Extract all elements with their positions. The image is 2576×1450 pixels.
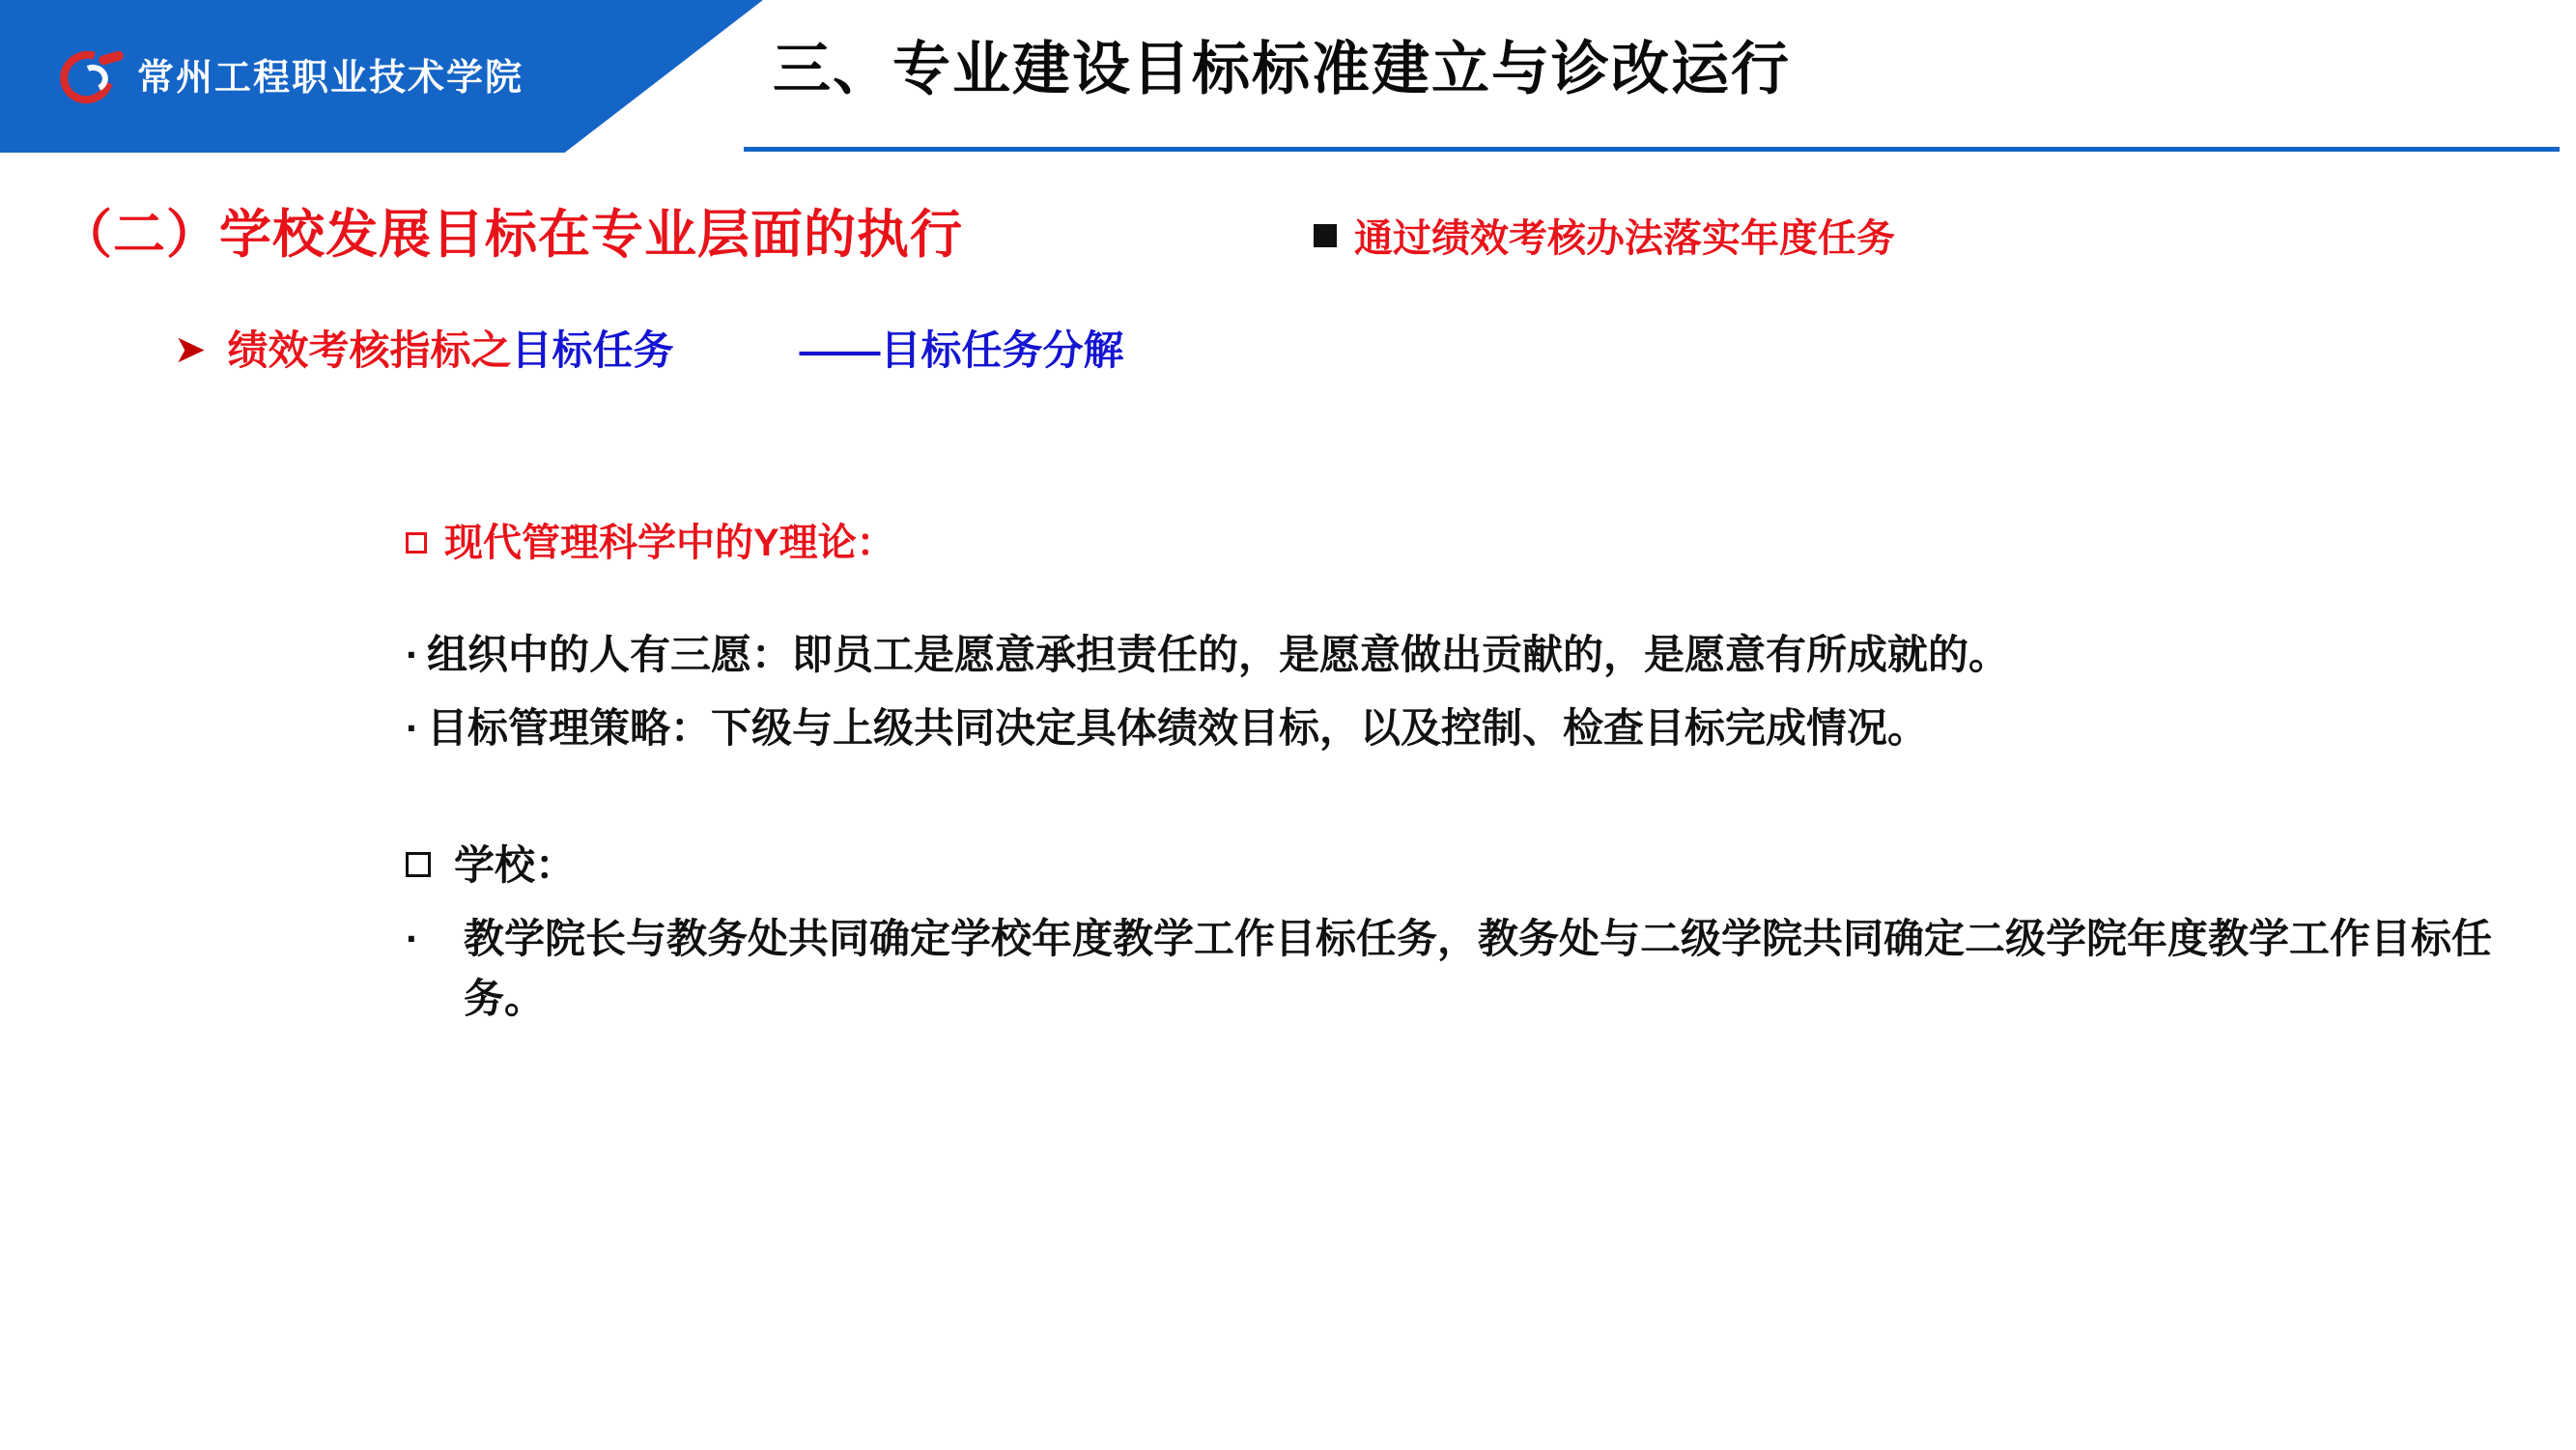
- slide-header: [0, 0, 2576, 153]
- section-note: [1314, 208, 1895, 263]
- header-divider: [744, 147, 2560, 152]
- list-item: [406, 909, 2511, 1029]
- arrow-right-bullet-icon: ➤: [174, 328, 207, 371]
- list-item: [406, 698, 2511, 758]
- theory-heading-row: [406, 512, 2511, 567]
- filled-square-bullet-icon: [1314, 224, 1337, 247]
- subsection-dash-label: ——目标任务分解: [799, 327, 1124, 373]
- subsection-red-label: 绩效考核指标之: [227, 327, 512, 373]
- section-title: （二）学校发展目标在专业层面的执行: [60, 206, 963, 264]
- theory-heading: 现代管理科学中的Y理论：: [444, 522, 895, 564]
- subsection-blue-label: 目标任务: [511, 327, 674, 373]
- list-item: [406, 625, 2511, 685]
- slide-body: [406, 512, 2511, 1030]
- dot-bullet-icon: ·: [406, 632, 419, 677]
- list-item-text: 目标管理策略：下级与上级共同决定具体绩效目标，以及控制、检查目标完成情况。: [427, 705, 1929, 752]
- school-heading: 学校：: [454, 842, 577, 889]
- section-note-label: 通过绩效考核办法落实年度任务: [1354, 217, 1895, 260]
- swoosh-logo-icon: [60, 47, 124, 107]
- institution-name: 常州工程职业技术学院: [137, 55, 524, 99]
- hollow-square-bullet-icon: [406, 532, 427, 554]
- hollow-square-bullet-icon: [406, 852, 431, 877]
- dot-bullet-icon: ·: [406, 916, 419, 962]
- school-heading-row: [406, 834, 2511, 892]
- page-title: 三、专业建设目标标准建立与诊改运行: [773, 37, 1791, 101]
- institution-logo: [60, 46, 524, 108]
- dot-bullet-icon: ·: [406, 705, 419, 752]
- list-item-text: 教学院长与教务处共同确定学校年度教学工作目标任务，教务处与二级学院共同确定二级学院年度教学工作目标任务。: [464, 916, 2493, 1022]
- list-item-text: 组织中的人有三愿：即员工是愿意承担责任的，是愿意做出贡献的，是愿意有所成就的。: [427, 632, 2010, 677]
- subsection-line: [174, 319, 1124, 377]
